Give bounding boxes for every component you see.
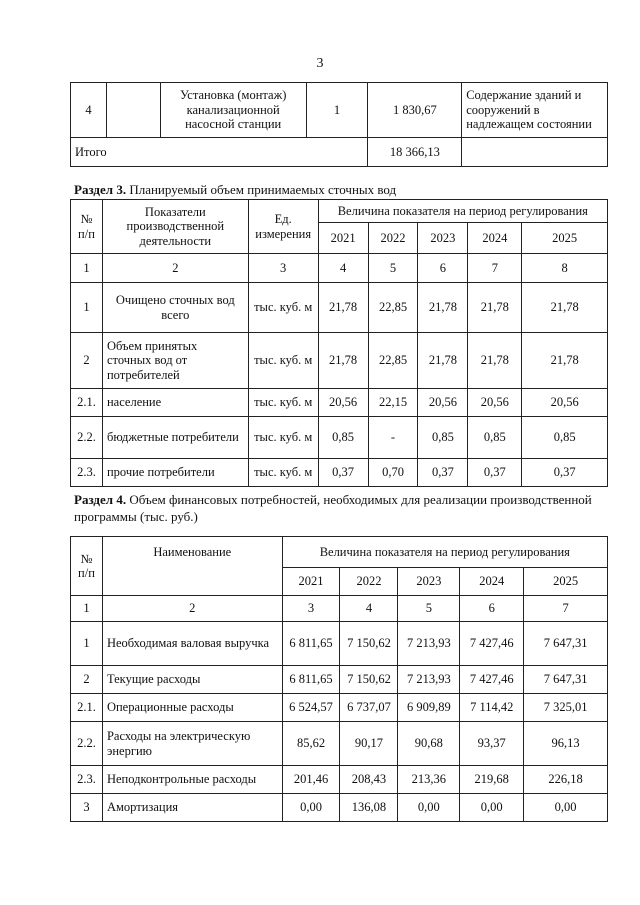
value-cell: 85,62 (282, 722, 340, 766)
table-row (71, 389, 608, 417)
header-period: Величина показателя на период регулирования (282, 537, 607, 568)
row-number: 1 (71, 622, 103, 666)
row-number: 2.2. (71, 722, 103, 766)
value-cell: 6 811,65 (282, 622, 340, 666)
value-cell: 96,13 (524, 722, 608, 766)
value-cell: 201,46 (282, 766, 340, 794)
year-cell: 2025 (524, 568, 608, 596)
row-number: 2.3. (71, 766, 103, 794)
row-name: Очищено сточных вод всего (102, 283, 248, 333)
value-cell: 22,15 (368, 389, 418, 417)
section4-title-text: Объем финансовых потребностей, необходимых для реализации производственной программы (тыс. руб.) (74, 492, 592, 524)
year-cell: 2021 (282, 568, 340, 596)
header-unit: Ед. измерения (248, 200, 318, 254)
value-cell: 6 737,07 (340, 694, 398, 722)
value-cell: 7 647,31 (524, 666, 608, 694)
value-cell: 7 150,62 (340, 666, 398, 694)
value-cell: 7 114,42 (460, 694, 524, 722)
header-indicator: Показатели производственной деятельности (102, 200, 248, 254)
header-num: № п/п (71, 200, 103, 254)
section4-title (74, 491, 614, 525)
total-amount: 18 366,13 (368, 138, 462, 167)
table-row (71, 666, 608, 694)
value-cell: 22,85 (368, 333, 418, 389)
column-number-row (71, 254, 608, 283)
value-cell: 0,85 (318, 417, 368, 459)
section3-title (74, 181, 396, 198)
value-cell: 0,37 (318, 459, 368, 487)
row-name: прочие потребители (102, 459, 248, 487)
column-number: 6 (418, 254, 468, 283)
item-note: Содержание зданий и сооружений в надлежащем состоянии (462, 83, 608, 138)
value-cell: 7 213,93 (398, 666, 460, 694)
value-cell: 21,78 (522, 283, 608, 333)
year-cell: 2021 (318, 223, 368, 254)
table-row (71, 722, 608, 766)
header-num: № п/п (71, 537, 103, 596)
value-cell: 0,00 (524, 794, 608, 822)
year-cell: 2022 (368, 223, 418, 254)
table-row (71, 417, 608, 459)
page-number: 3 (316, 56, 324, 71)
row-name: Операционные расходы (102, 694, 282, 722)
section3-title-bold: Раздел 3. (74, 182, 127, 197)
table-row (71, 622, 608, 666)
column-number: 5 (368, 254, 418, 283)
table-row (71, 794, 608, 822)
value-cell: 0,00 (460, 794, 524, 822)
row-name: Необходимая валовая выручка (102, 622, 282, 666)
section4-title-bold: Раздел 4. (74, 492, 127, 507)
row-name: Объем принятых сточных вод от потребителей (102, 333, 248, 389)
table-row (71, 83, 608, 138)
empty-cell (106, 83, 160, 138)
row-name: Расходы на электрическую энергию (102, 722, 282, 766)
table-row (71, 459, 608, 487)
header-name: Наименование (102, 537, 282, 596)
value-cell: 7 213,93 (398, 622, 460, 666)
row-name: Текущие расходы (102, 666, 282, 694)
value-cell: 136,08 (340, 794, 398, 822)
column-number: 4 (340, 596, 398, 622)
year-cell: 2023 (418, 223, 468, 254)
value-cell: 208,43 (340, 766, 398, 794)
value-cell: 21,78 (468, 283, 522, 333)
column-number: 5 (398, 596, 460, 622)
value-cell: 20,56 (468, 389, 522, 417)
value-cell: 20,56 (522, 389, 608, 417)
year-cell: 2022 (340, 568, 398, 596)
value-cell: 21,78 (318, 283, 368, 333)
table-row (71, 694, 608, 722)
row-unit: тыс. куб. м (248, 389, 318, 417)
row-number: 2.2. (71, 417, 103, 459)
value-cell: 20,56 (318, 389, 368, 417)
row-number: 1 (71, 283, 103, 333)
column-number: 6 (460, 596, 524, 622)
column-number: 1 (71, 254, 103, 283)
value-cell: 0,85 (418, 417, 468, 459)
value-cell: 0,85 (468, 417, 522, 459)
column-number: 2 (102, 254, 248, 283)
value-cell: 22,85 (368, 283, 418, 333)
value-cell: 21,78 (318, 333, 368, 389)
row-unit: тыс. куб. м (248, 283, 318, 333)
column-number: 1 (71, 596, 103, 622)
section4-table (70, 536, 608, 822)
row-name: бюджетные потребители (102, 417, 248, 459)
value-cell: - (368, 417, 418, 459)
value-cell: 21,78 (522, 333, 608, 389)
value-cell: 20,56 (418, 389, 468, 417)
value-cell: 6 524,57 (282, 694, 340, 722)
row-number: 2.3. (71, 459, 103, 487)
column-number: 3 (248, 254, 318, 283)
header-period: Величина показателя на период регулирования (318, 200, 607, 223)
value-cell: 0,00 (398, 794, 460, 822)
table-row (71, 283, 608, 333)
column-number: 4 (318, 254, 368, 283)
table-row (71, 333, 608, 389)
value-cell: 213,36 (398, 766, 460, 794)
row-name: Амортизация (102, 794, 282, 822)
row-number: 2.1. (71, 694, 103, 722)
row-number: 3 (71, 794, 103, 822)
row-number: 2 (71, 333, 103, 389)
row-number: 4 (71, 83, 107, 138)
column-number: 3 (282, 596, 340, 622)
item-amount: 1 830,67 (368, 83, 462, 138)
top-table (70, 82, 608, 167)
value-cell: 0,37 (468, 459, 522, 487)
row-number: 2 (71, 666, 103, 694)
row-unit: тыс. куб. м (248, 417, 318, 459)
value-cell: 21,78 (418, 283, 468, 333)
table-row (71, 766, 608, 794)
column-number: 7 (468, 254, 522, 283)
column-number: 2 (102, 596, 282, 622)
empty-cell (462, 138, 608, 167)
item-name: Установка (монтаж) канализационной насосной станции (160, 83, 306, 138)
value-cell: 7 647,31 (524, 622, 608, 666)
header-row (71, 537, 608, 568)
value-cell: 7 427,46 (460, 666, 524, 694)
value-cell: 7 325,01 (524, 694, 608, 722)
row-name: Неподконтрольные расходы (102, 766, 282, 794)
row-unit: тыс. куб. м (248, 459, 318, 487)
column-number-row (71, 596, 608, 622)
total-label: Итого (71, 138, 368, 167)
value-cell: 219,68 (460, 766, 524, 794)
value-cell: 90,17 (340, 722, 398, 766)
value-cell: 93,37 (460, 722, 524, 766)
row-name: население (102, 389, 248, 417)
year-cell: 2023 (398, 568, 460, 596)
header-row (71, 200, 608, 223)
year-cell: 2024 (468, 223, 522, 254)
year-cell: 2024 (460, 568, 524, 596)
value-cell: 7 150,62 (340, 622, 398, 666)
row-unit: тыс. куб. м (248, 333, 318, 389)
total-row (71, 138, 608, 167)
value-cell: 0,85 (522, 417, 608, 459)
value-cell: 226,18 (524, 766, 608, 794)
row-number: 2.1. (71, 389, 103, 417)
value-cell: 0,37 (418, 459, 468, 487)
section3-title-text: Планируемый объем принимаемых сточных вод (126, 182, 397, 197)
value-cell: 6 811,65 (282, 666, 340, 694)
value-cell: 0,37 (522, 459, 608, 487)
value-cell: 7 427,46 (460, 622, 524, 666)
value-cell: 0,00 (282, 794, 340, 822)
column-number: 7 (524, 596, 608, 622)
section3-table (70, 199, 608, 487)
column-number: 8 (522, 254, 608, 283)
value-cell: 0,70 (368, 459, 418, 487)
value-cell: 6 909,89 (398, 694, 460, 722)
item-unit: 1 (306, 83, 368, 138)
value-cell: 21,78 (418, 333, 468, 389)
value-cell: 90,68 (398, 722, 460, 766)
value-cell: 21,78 (468, 333, 522, 389)
year-cell: 2025 (522, 223, 608, 254)
